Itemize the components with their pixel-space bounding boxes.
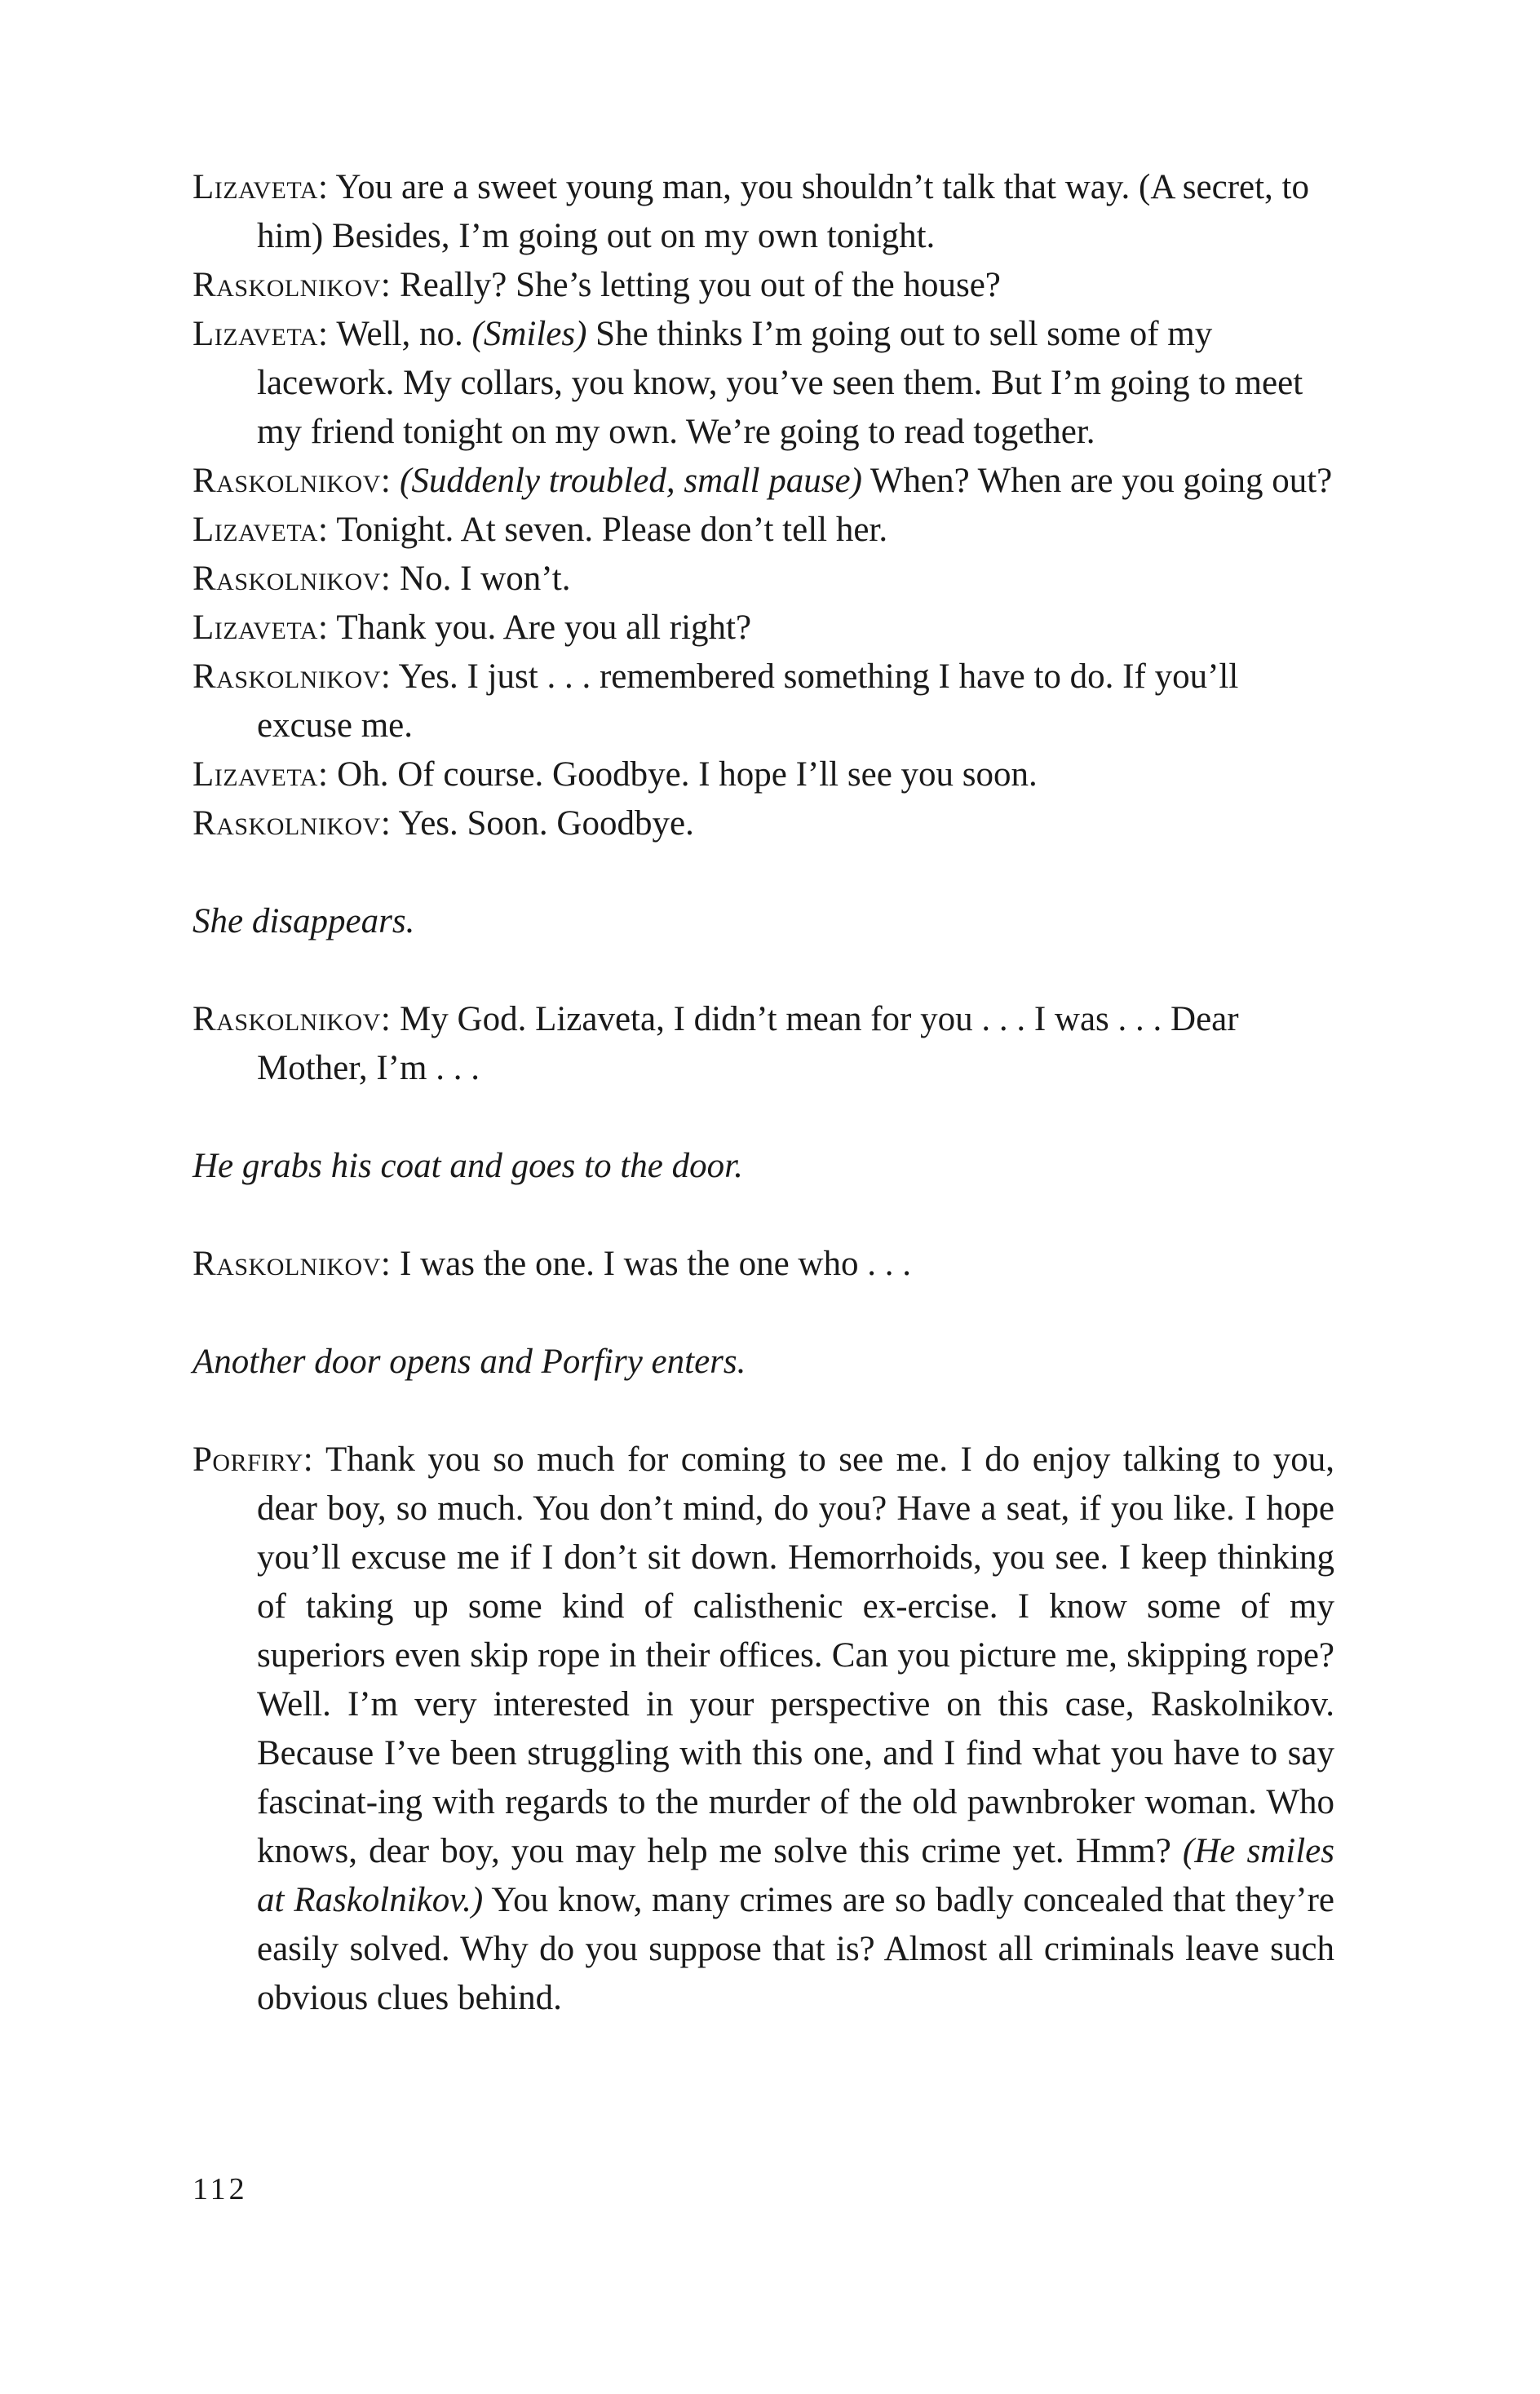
dialogue-text: When? When are you going out? xyxy=(861,462,1333,500)
dialogue-line xyxy=(192,1240,1334,1289)
dialogue-line xyxy=(192,310,1334,457)
spacer xyxy=(192,1289,1334,1338)
dialogue-text: Thank you so much for coming to see me. I do enjoy talking to you, dear boy, so much. You don’t mind, do you? Have a seat, if you like. I hope you’ll excuse me if I don’t sit down. Hemorrhoids, you see. I keep thinking of taking up some kind of calisthenic ex-ercise. I know some of my superiors even skip rope in their offices. Can you picture me, skipping rope? Well. I’m very interested in your perspective on this case, Raskolnikov. Because I’ve been struggling with this one, and I find what you have to say fascinat-ing with regards to the murder of the old pawnbroker woman. Who knows, dear boy, you may help me solve this crime yet. Hmm? xyxy=(257,1440,1334,1870)
spacer xyxy=(192,946,1334,995)
page-number: 112 xyxy=(192,2172,248,2206)
dialogue-line xyxy=(192,750,1334,799)
spacer xyxy=(192,848,1334,897)
speaker-name: Raskolnikov: xyxy=(192,804,392,843)
dialogue-line xyxy=(192,995,1334,1093)
stage-direction-inline: (He smiles at Raskolnikov.) xyxy=(257,1832,1334,1919)
dialogue-text: You know, many crimes are so badly concealed that they’re easily solved. Why do you suppose that is? Almost all criminals leave such obvious clues behind. xyxy=(257,1881,1334,2017)
dialogue-text: Yes. Soon. Goodbye. xyxy=(391,804,694,843)
dialogue-text: No. I won’t. xyxy=(391,560,571,598)
dialogue-text: Really? She’s letting you out of the house? xyxy=(391,266,1001,304)
dialogue-line xyxy=(192,506,1334,555)
script-text xyxy=(192,163,1334,2023)
dialogue-text: She thinks I’m going out to sell some of my lacework. My collars, you know, you’ve seen them. But I’m going to meet my friend tonight on my own. We’re going to read together. xyxy=(257,315,1303,451)
spacer xyxy=(192,1191,1334,1240)
spacer xyxy=(192,1387,1334,1436)
speaker-name: Raskolnikov: xyxy=(192,1000,392,1038)
dialogue-line xyxy=(192,653,1334,750)
dialogue-line xyxy=(192,555,1334,604)
dialogue-text: Yes. I just . . . remembered something I have to do. If you’ll excuse me. xyxy=(257,657,1239,745)
dialogue-text: Tonight. At seven. Please don’t tell her. xyxy=(328,511,888,549)
dialogue-line xyxy=(192,261,1334,310)
speaker-name: Raskolnikov: xyxy=(192,1245,392,1283)
dialogue-text: Well, no. xyxy=(328,315,472,353)
dialogue-line xyxy=(192,604,1334,653)
speaker-name: Lizaveta: xyxy=(192,168,329,206)
dialogue-text: Thank you. Are you all right? xyxy=(328,608,752,647)
spacer xyxy=(192,1093,1334,1142)
dialogue-text: Oh. Of course. Goodbye. I hope I’ll see you soon. xyxy=(328,755,1038,794)
speaker-name: Lizaveta: xyxy=(192,608,329,647)
dialogue-line xyxy=(192,163,1334,261)
stage-direction-inline: (Suddenly troubled, small pause) xyxy=(391,462,862,500)
speaker-name: Porfiry: xyxy=(192,1440,314,1479)
dialogue-text: I was the one. I was the one who . . . xyxy=(391,1245,911,1283)
speaker-name: Raskolnikov: xyxy=(192,266,392,304)
speaker-name: Raskolnikov: xyxy=(192,560,392,598)
stage-direction: She disappears. xyxy=(192,902,415,940)
speaker-name: Lizaveta: xyxy=(192,315,329,353)
stage-direction: Another door opens and Porfiry enters. xyxy=(192,1343,746,1381)
dialogue-text: My God. Lizaveta, I didn’t mean for you . . . I was . . . Dear Mother, I’m . . . xyxy=(257,1000,1239,1087)
dialogue-line xyxy=(192,799,1334,848)
dialogue-text: You are a sweet young man, you shouldn’t talk that way. (A secret, to him) Besides, I’m going out on my own tonight. xyxy=(257,168,1309,255)
stage-direction: He grabs his coat and goes to the door. xyxy=(192,1147,743,1185)
speaker-name: Lizaveta: xyxy=(192,511,329,549)
dialogue-line xyxy=(192,457,1334,506)
dialogue-line xyxy=(192,1436,1334,2023)
stage-direction-inline: (Smiles) xyxy=(471,315,587,353)
speaker-name: Lizaveta: xyxy=(192,755,329,794)
speaker-name: Raskolnikov: xyxy=(192,657,392,696)
speaker-name: Raskolnikov: xyxy=(192,462,392,500)
